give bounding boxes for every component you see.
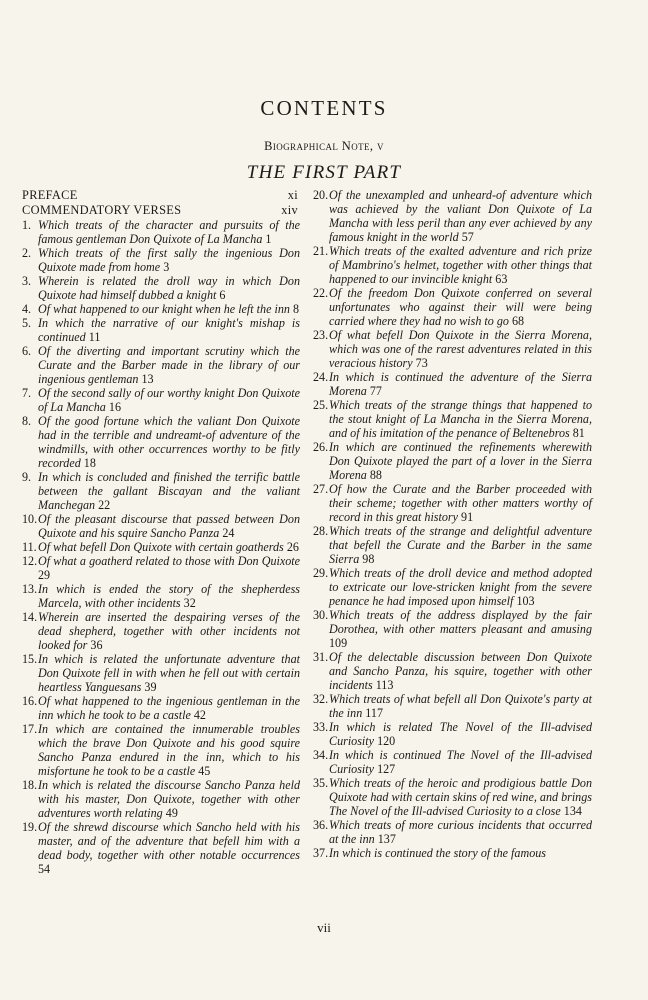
chapter-entry [22, 694, 300, 722]
chapter-number: 31. [313, 650, 329, 664]
chapter-page-number: 117 [365, 706, 383, 720]
chapter-entry [313, 566, 592, 608]
chapter-title: In which is concluded and finished the terrific battle between the gallant Biscayan and the valiant Manchegan [38, 470, 300, 512]
contents-column-left [22, 188, 300, 876]
chapter-entry [313, 846, 592, 860]
chapter-number: 10. [22, 512, 38, 526]
chapter-entry [313, 370, 592, 398]
chapter-title: In which is continued the story of the famous [329, 846, 546, 860]
chapter-entry [313, 818, 592, 846]
chapter-page-number: 137 [377, 832, 396, 846]
chapter-entry [313, 692, 592, 720]
chapter-entry [22, 582, 300, 610]
chapter-title: Of how the Curate and the Barber proceeded with their scheme; together with other matters worthy of record in this great history [329, 482, 592, 524]
chapter-title: Which treats of the character and pursuits of the famous gentleman Don Quixote of La Mancha [38, 218, 300, 246]
chapter-number: 19. [22, 820, 38, 834]
chapter-page-number: 68 [511, 314, 525, 328]
chapter-number: 11. [22, 540, 37, 554]
contents-column-right [313, 188, 592, 860]
chapter-number: 24. [313, 370, 329, 384]
chapter-number: 33. [313, 720, 329, 734]
chapter-number: 23. [313, 328, 329, 342]
chapter-title: Which treats of what befell all Don Quixote's party at the inn [329, 692, 592, 720]
chapter-entry [313, 748, 592, 776]
chapter-page-number: 13 [141, 372, 154, 386]
front-matter-label: PREFACE [22, 188, 78, 202]
chapter-title: In which is related the unfortunate adventure that Don Quixote fell in with when he fell out with certain heartless Yanguesans [38, 652, 300, 694]
chapter-number: 37. [313, 846, 329, 860]
chapter-number: 21. [313, 244, 329, 258]
chapter-page-number: 113 [375, 678, 394, 692]
chapter-page-number: 22 [98, 498, 111, 512]
chapter-title: Wherein are inserted the despairing verses of the dead shepherd, together with other incidents not looked for [38, 610, 300, 652]
chapter-page-number: 54 [38, 862, 51, 876]
chapter-title: Wherein is related the droll way in which Don Quixote had himself dubbed a knight [38, 274, 300, 302]
chapter-number: 16. [22, 694, 38, 708]
chapter-number: 20. [313, 188, 329, 202]
chapter-title: Which treats of the address displayed by the fair Dorothea, with other matters pleasant and amusing [329, 608, 592, 636]
chapter-title: Of what befell Don Quixote in the Sierra Morena, which was one of the rarest adventures related in this veracious history [329, 328, 592, 370]
chapter-number: 13. [22, 582, 38, 596]
chapter-entry [313, 188, 592, 244]
chapter-number: 34. [313, 748, 329, 762]
chapter-page-number: 45 [198, 764, 211, 778]
front-matter-page: xi [287, 188, 298, 202]
chapter-page-number: 88 [369, 468, 382, 482]
chapter-title: Of what befell Don Quixote with certain goatherds [38, 540, 284, 554]
page-title: CONTENTS [260, 96, 388, 120]
chapter-number: 5. [22, 316, 32, 330]
chapter-page-number: 3 [163, 260, 170, 274]
chapter-number: 1. [22, 218, 32, 232]
chapter-page-number: 24 [222, 526, 235, 540]
chapter-title: In which are continued the refinements wherewith Don Quixote played the part of a lover in the Sierra Morena [329, 440, 592, 482]
chapter-list-left [22, 218, 300, 876]
chapter-title: Of the second sally of our worthy knight Don Quixote of La Mancha [38, 386, 300, 414]
chapter-page-number: 103 [516, 594, 535, 608]
chapter-number: 9. [22, 470, 32, 484]
chapter-page-number: 1 [265, 232, 272, 246]
chapter-number: 18. [22, 778, 38, 792]
chapter-number: 28. [313, 524, 329, 538]
chapter-page-number: 36 [90, 638, 103, 652]
chapter-number: 29. [313, 566, 329, 580]
chapter-title: In which is related the discourse Sancho Panza held with his master, Don Quixote, together with other adventures worth relating [38, 778, 300, 820]
chapter-number: 7. [22, 386, 32, 400]
chapter-page-number: 109 [329, 636, 348, 650]
chapter-number: 3. [22, 274, 32, 288]
chapter-title: Which treats of the exalted adventure and rich prize of Mambrino's helmet, together with other things that happened to our invincible knight [329, 244, 592, 286]
chapter-entry [22, 610, 300, 652]
chapter-number: 17. [22, 722, 38, 736]
chapter-title: Of the good fortune which the valiant Don Quixote had in the terrible and undreamt-of adventure of the windmills, with other occurrences worthy to be fitly recorded [38, 414, 300, 470]
chapter-number: 12. [22, 554, 38, 568]
chapter-title: Of what happened to our knight when he left the inn [38, 302, 290, 316]
chapter-entry [22, 554, 300, 582]
chapter-title: Which treats of the first sally the ingenious Don Quixote made from home [38, 246, 300, 274]
front-matter-preface [22, 188, 300, 203]
chapter-title: In which is continued The Novel of the Ill-advised Curiosity [329, 748, 592, 776]
chapter-entry [313, 440, 592, 482]
chapter-page-number: 63 [495, 272, 508, 286]
chapter-entry [313, 482, 592, 524]
chapter-page-number: 18 [83, 456, 96, 470]
chapter-entry [313, 608, 592, 650]
chapter-title: In which are contained the innumerable troubles which the brave Don Quixote and his good squire Sancho Panza endured in the inn, which to his misfortune he took to be a castle [38, 722, 300, 778]
chapter-number: 25. [313, 398, 329, 412]
front-matter-label: COMMENDATORY VERSES [22, 203, 182, 217]
chapter-number: 27. [313, 482, 329, 496]
chapter-page-number: 11 [88, 330, 101, 344]
chapter-title: In which is continued the adventure of the Sierra Morena [329, 370, 592, 398]
chapter-title: In which the narrative of our knight's mishap is continued [38, 316, 300, 344]
chapter-entry [22, 778, 300, 820]
chapter-page-number: 42 [193, 708, 206, 722]
chapter-page-number: 77 [369, 384, 382, 398]
part-title: THE FIRST PART [246, 162, 402, 183]
chapter-number: 35. [313, 776, 329, 790]
chapter-number: 26. [313, 440, 329, 454]
chapter-title: Of the delectable discussion between Don Quixote and Sancho Panza, his squire, together with other incidents [329, 650, 592, 692]
chapter-page-number: 8 [292, 302, 299, 316]
chapter-page-number: 127 [377, 762, 396, 776]
page-number: vii [317, 920, 331, 935]
chapter-title: Of the diverting and important scrutiny which the Curate and the Barber made in the library of our ingenious gentleman [38, 344, 300, 386]
chapter-number: 4. [22, 302, 32, 316]
chapter-entry [22, 344, 300, 386]
chapter-entry [313, 650, 592, 692]
chapter-entry [22, 386, 300, 414]
front-matter-verses [22, 203, 300, 218]
chapter-number: 36. [313, 818, 329, 832]
chapter-page-number: 29 [38, 568, 51, 582]
chapter-page-number: 134 [563, 804, 582, 818]
chapter-title: Which treats of more curious incidents that occurred at the inn [329, 818, 592, 846]
chapter-page-number: 49 [165, 806, 178, 820]
chapter-entry [22, 540, 300, 554]
chapter-number: 22. [313, 286, 329, 300]
chapter-title: Which treats of the heroic and prodigious battle Don Quixote had with certain skins of red wine, and brings The Novel of the Ill-advised Curiosity to a close [329, 776, 592, 818]
chapter-entry [313, 776, 592, 818]
chapter-number: 2. [22, 246, 32, 260]
chapter-number: 14. [22, 610, 38, 624]
chapter-entry [22, 470, 300, 512]
front-matter-page: xiv [281, 203, 298, 217]
chapter-title: Which treats of the strange and delightful adventure that befell the Curate and the Barber in the same Sierra [329, 524, 592, 566]
chapter-page-number: 6 [219, 288, 226, 302]
chapter-entry [313, 286, 592, 328]
chapter-entry [313, 524, 592, 566]
chapter-page-number: 81 [572, 426, 585, 440]
chapter-entry [22, 722, 300, 778]
chapter-title: Of the pleasant discourse that passed between Don Quixote and his squire Sancho Panza [38, 512, 300, 540]
chapter-page-number: 16 [108, 400, 121, 414]
chapter-entry [22, 414, 300, 470]
chapter-number: 30. [313, 608, 329, 622]
chapter-list-right [313, 188, 592, 860]
chapter-page-number: 32 [183, 596, 196, 610]
chapter-entry [22, 512, 300, 540]
chapter-title: In which is ended the story of the shepherdess Marcela, with other incidents [38, 582, 300, 610]
chapter-entry [313, 398, 592, 440]
chapter-entry [313, 328, 592, 370]
chapter-title: Which treats of the droll device and method adopted to extricate our love-stricken knight from the severe penance he had imposed upon himself [329, 566, 592, 608]
chapter-title: Of the shrewd discourse which Sancho held with his master, and of the adventure that befell him with a dead body, together with other notable occurrences [38, 820, 300, 862]
chapter-title: Of what a goatherd related to those with Don Quixote [38, 554, 300, 568]
chapter-number: 32. [313, 692, 329, 706]
chapter-title: Of the freedom Don Quixote conferred on several unfortunates who against their will were being carried where they had no wish to go [329, 286, 592, 328]
chapter-entry [22, 316, 300, 344]
chapter-page-number: 91 [461, 510, 474, 524]
chapter-number: 15. [22, 652, 38, 666]
chapter-page-number: 39 [144, 680, 157, 694]
chapter-entry [22, 274, 300, 302]
chapter-title: Of what happened to the ingenious gentleman in the inn which he took to be a castle [38, 694, 300, 722]
chapter-entry [22, 820, 300, 876]
chapter-page-number: 57 [461, 230, 474, 244]
chapter-entry [22, 218, 300, 246]
chapter-title: In which is related The Novel of the Ill-advised Curiosity [329, 720, 592, 748]
chapter-number: 6. [22, 344, 32, 358]
chapter-entry [313, 244, 592, 286]
biographical-note-line: Biographical Note, v [264, 139, 384, 153]
chapter-page-number: 73 [415, 356, 428, 370]
chapter-page-number: 98 [362, 552, 375, 566]
chapter-title: Which treats of the strange things that happened to the stout knight of La Mancha in the Sierra Morena, and of his imitation of the penance of Beltenebros [329, 398, 592, 440]
chapter-title: Of the unexampled and unheard-of adventure which was achieved by the valiant Don Quixote of La Mancha with less peril than any ever achieved by any famous knight in the world [329, 188, 592, 244]
chapter-entry [313, 720, 592, 748]
chapter-number: 8. [22, 414, 32, 428]
chapter-page-number: 26 [286, 540, 299, 554]
chapter-entry [22, 302, 300, 316]
chapter-page-number: 120 [377, 734, 396, 748]
chapter-entry [22, 246, 300, 274]
chapter-entry [22, 652, 300, 694]
